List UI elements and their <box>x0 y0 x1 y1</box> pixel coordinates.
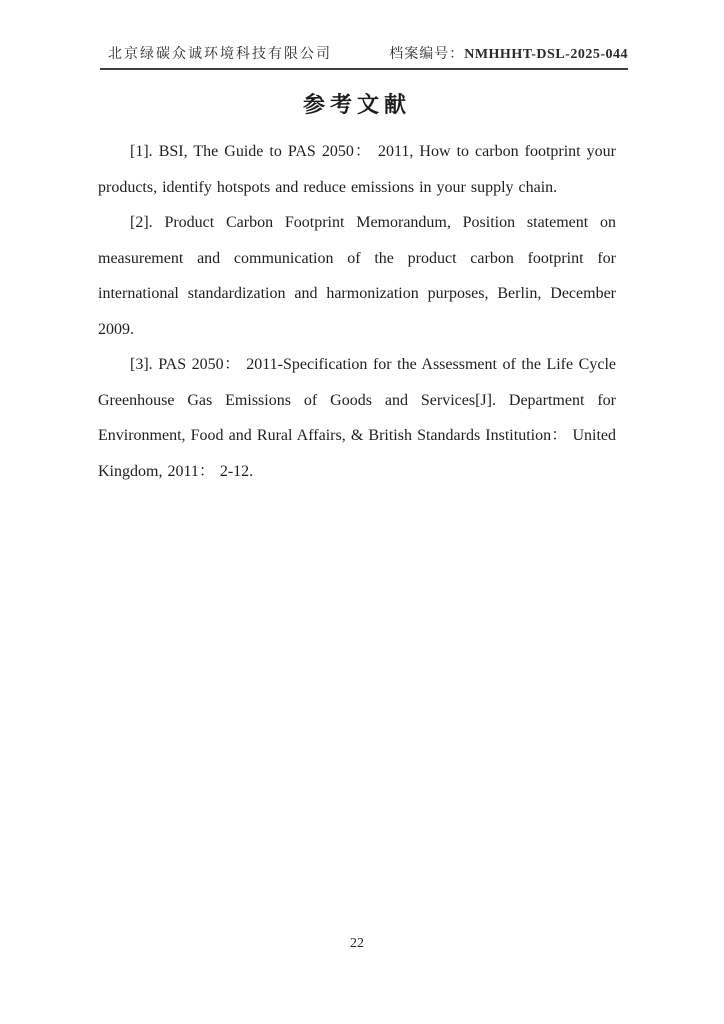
doc-number-label: 档案编号： <box>389 47 465 62</box>
page-header <box>100 45 628 65</box>
reference-item-1: [1]. BSI, The Guide to PAS 2050： 2011, How to carbon footprint your products, identify hotspots and reduce emissions in your supply chain. <box>98 143 616 196</box>
doc-number-value: NMHHHT-DSL-2025-044 <box>464 47 628 62</box>
page-footer <box>98 936 616 952</box>
page-number: 22 <box>350 936 364 951</box>
section-title: 参考文献 <box>302 92 411 117</box>
doc-number <box>389 45 628 65</box>
references-section <box>98 88 616 489</box>
reference-item-3: [3]. PAS 2050： 2011-Specification for the Assessment of the Life Cycle Greenhouse Gas Emissions of Goods and Services[J]. Department for Environment, Food and Rural Affairs, & British Standards Institution： United Kingdom, 2011： 2-12. <box>98 356 616 480</box>
reference-item-2: [2]. Product Carbon Footprint Memorandum, Position statement on measurement and communication of the product carbon footprint for international standardization and harmonization purposes, Berlin, December 2009. <box>98 214 616 338</box>
header-rule <box>100 68 628 70</box>
company-name: 北京绿碳众诚环境科技有限公司 <box>108 47 332 62</box>
